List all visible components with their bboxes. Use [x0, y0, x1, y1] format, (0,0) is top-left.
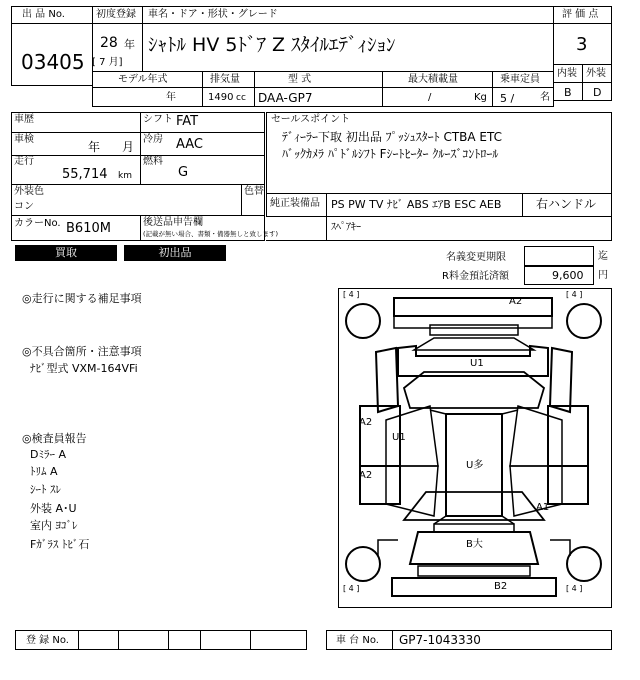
tire-rear-left — [346, 547, 380, 581]
mileage-unit: km — [118, 171, 132, 181]
model-year-label: モデル年式 — [118, 74, 168, 85]
post-delivery-note: (記載が無い場合、書類・備器無しと致します) — [143, 230, 279, 238]
post-delivery-item: ｽﾍﾟｱｷｰ — [331, 222, 361, 233]
model-year-unit: 年 — [166, 92, 176, 103]
ext-color-label: 外装色 — [14, 186, 44, 197]
equipment-items: PS PW TV ﾅﾋﾞ ABS ｴｱB ESC AEB — [331, 198, 502, 211]
shift-label: シフト — [143, 114, 173, 125]
inspection-label: 車検 — [14, 134, 34, 145]
ac-label: 冷房 — [143, 134, 163, 145]
tire-label-tl: [ 4 ] — [343, 290, 360, 299]
grade-value: 3 — [576, 34, 588, 55]
type-label: 型 式 — [288, 74, 312, 85]
capacity-label: 乗車定員 — [500, 74, 540, 85]
spec-block — [11, 112, 265, 216]
inspector-title: ◎検査員報告 — [22, 432, 87, 445]
shift-value: FAT — [176, 114, 199, 129]
tire-front-right — [567, 304, 601, 338]
first-listing-badge: 初出品 — [124, 245, 226, 261]
mark-hood: U1 — [470, 358, 484, 369]
displacement-label: 排気量 — [210, 74, 240, 85]
ac-value: AAC — [176, 137, 203, 152]
car-damage-diagram — [338, 288, 612, 608]
max-load-sep: / — [428, 92, 432, 103]
recycle-amount: 9,600 — [552, 269, 584, 282]
max-load-label: 最大積載量 — [408, 74, 458, 85]
car-desc-label: 車名・ドア・形状・グレード — [148, 9, 278, 20]
recycle-label: R料金預託済額 — [442, 271, 509, 282]
exterior-grade: D — [593, 86, 602, 99]
mark-right-rear-door: A1 — [536, 502, 550, 513]
tire-rear-right — [567, 547, 601, 581]
displacement-value: 1490 — [208, 92, 234, 103]
equipment-label: 純正装備品 — [270, 198, 320, 209]
defect-item: ﾅﾋﾞ型式 VXM-164VFi — [30, 362, 138, 375]
exterior-label: 外装 — [586, 68, 606, 79]
color-no-value: B610M — [66, 221, 111, 236]
mark-rear-bumper: B2 — [494, 581, 508, 592]
steering-value: 右ハンドル — [536, 197, 597, 211]
color-change-label: 色替 — [244, 186, 264, 197]
lot-label: 出 品 No. — [22, 9, 65, 20]
post-delivery-label: 後送品申告欄 — [143, 217, 203, 228]
chassis-number: GP7-1043330 — [399, 633, 481, 647]
interior-label: 内装 — [557, 68, 577, 79]
recycle-unit: 円 — [598, 270, 608, 281]
defects-title: ◎不具合箇所・注意事項 — [22, 345, 142, 358]
ext-color-value: コン — [14, 201, 34, 212]
mark-left-rear-door: A2 — [359, 470, 373, 481]
lot-number: 03405 — [21, 50, 85, 74]
sales-points-line2: ﾊﾞｯｸｶﾒﾗ ﾊﾟﾄﾞﾙｼﾌﾄ Fｼｰﾄﾋｰﾀｰ ｸﾙｰｽﾞｺﾝﾄﾛｰﾙ — [282, 147, 499, 161]
inspector-item: ｼｰﾄ ｽﾚ — [30, 483, 61, 496]
purchase-badge: 買取 — [15, 245, 117, 261]
mark-front-bumper: A2 — [509, 296, 523, 307]
post-delivery-box — [266, 216, 612, 241]
name-change-label: 名義変更期限 — [446, 252, 506, 263]
inspector-item: 室内 ﾖｺﾞﾚ — [30, 519, 78, 532]
chassis-label: 車 台 No. — [336, 635, 379, 646]
first-reg-label: 初度登録 — [96, 9, 136, 20]
name-change-suffix: 迄 — [598, 251, 608, 262]
fuel-value: G — [178, 165, 189, 180]
driving-notes-title: ◎走行に関する補足事項 — [22, 292, 142, 305]
displacement-unit: cc — [236, 93, 246, 103]
name-change-box — [524, 246, 594, 266]
color-no-label: カラーNo. — [14, 218, 61, 229]
mileage-value: 55,714 — [62, 167, 108, 182]
capacity-unit: 名 — [540, 92, 550, 103]
mileage-label: 走行 — [14, 156, 34, 167]
interior-grade: B — [564, 86, 572, 99]
inspector-item: 外装 A･U — [30, 502, 77, 515]
tire-front-left — [346, 304, 380, 338]
mark-roof: U多 — [466, 460, 484, 471]
inspector-item: ﾄﾘﾑ A — [30, 465, 58, 478]
sales-points-line1: ﾃﾞｨｰﾗｰ下取 初出品 ﾌﾟｯｼｭｽﾀｰﾄ CTBA ETC — [282, 130, 502, 144]
model-code: DAA-GP7 — [258, 91, 313, 105]
first-reg-year-unit: 年 — [124, 38, 135, 51]
mark-trunk: B大 — [466, 539, 483, 550]
first-reg-month: [ 7 月] — [92, 57, 123, 68]
tire-label-bl: [ 4 ] — [343, 584, 360, 593]
history-label: 車歴 — [14, 114, 34, 125]
tire-label-tr: [ 4 ] — [566, 290, 583, 299]
first-reg-year: 28 — [100, 35, 118, 51]
tire-label-br: [ 4 ] — [566, 584, 583, 593]
registration-label: 登 録 No. — [26, 635, 69, 646]
inspector-item: Dﾐﾗｰ A — [30, 448, 66, 461]
car-name: ｼｬﾄﾙ HV 5ﾄﾞｱ Z ｽﾀｲﾙｴﾃﾞｨｼｮﾝ — [148, 34, 396, 56]
inspection-year-unit: 年 — [88, 140, 101, 154]
mark-left-front-door-inner: U1 — [392, 432, 406, 443]
fuel-label: 燃料 — [143, 156, 163, 167]
inspection-month-unit: 月 — [122, 140, 135, 154]
sales-points-label: セールスポイント — [271, 114, 351, 125]
grade-label: 評 価 点 — [562, 9, 599, 20]
max-load-unit: Kg — [474, 92, 487, 103]
capacity-value: 5 / — [500, 92, 515, 105]
inspector-item: Fｶﾞﾗｽ ﾄﾋﾞ石 — [30, 538, 90, 551]
mark-left-front-door: A2 — [359, 417, 373, 428]
